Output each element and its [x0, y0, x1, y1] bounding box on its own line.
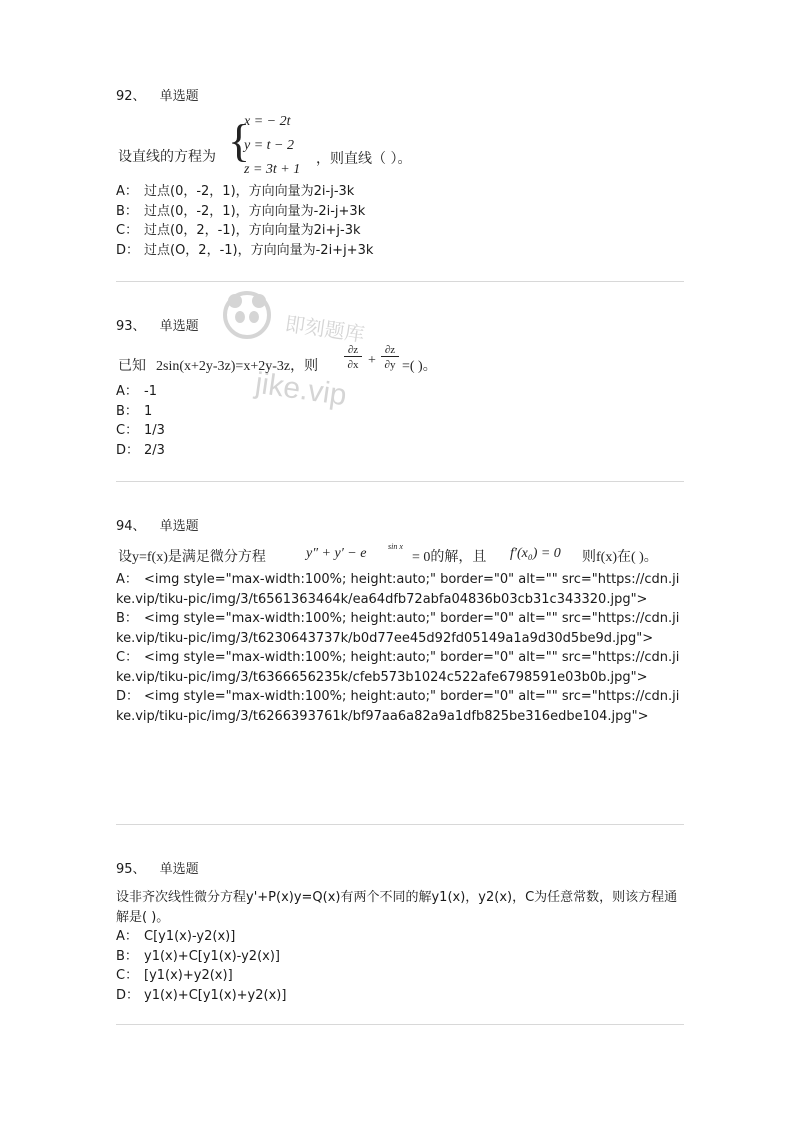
equation-line: y = t − 2	[244, 138, 294, 153]
equation-line: x = − 2t	[244, 114, 291, 129]
option-text: y1(x)+C[y1(x)-y2(x)]	[144, 948, 280, 964]
option-key: A：	[116, 929, 138, 944]
option-key: C：	[116, 968, 139, 983]
option-d[interactable]	[116, 687, 686, 726]
option-key: B：	[116, 403, 138, 419]
option-text: 1/3	[144, 423, 165, 438]
divider	[116, 481, 684, 482]
question-stem: 设非齐次线性微分方程y'+P(x)y=Q(x)有两个不同的解y1(x)，y2(x)，C为任意常数，则该方程通解是( )。	[116, 890, 678, 925]
options-94	[116, 570, 686, 726]
fraction-numerator: ∂z	[344, 344, 362, 357]
option-c[interactable]	[116, 966, 686, 986]
fraction-denominator: ∂y	[384, 359, 396, 371]
question-type: 单选题	[159, 519, 199, 534]
question-number: 92	[116, 89, 133, 104]
stem-equation: 2sin(x+2y-3z)=x+2y-3z，则	[156, 359, 319, 374]
option-b[interactable]	[116, 947, 686, 967]
option-text: [y1(x)+y2(x)]	[144, 968, 233, 983]
options-92	[116, 182, 686, 260]
question-95	[116, 861, 686, 1005]
option-text: 1	[144, 403, 153, 419]
option-text: <img style="max-width:100%; height:auto;" border="0" alt="" src="https://cdn.jike.vip/tiku-pic/img/3/t6266393761k/bf97aa6a82a9a1dfb825be316edbe104.jpg">	[116, 689, 680, 724]
question-header	[116, 318, 686, 336]
option-d[interactable]	[116, 441, 686, 461]
question-header	[116, 88, 686, 106]
number-separator: 、	[132, 319, 146, 334]
option-c[interactable]	[116, 221, 686, 241]
option-key: D：	[116, 689, 140, 704]
stem-superscript: sin x	[388, 542, 403, 551]
option-key: C：	[116, 423, 139, 438]
question-header	[116, 518, 686, 536]
question-92	[116, 88, 686, 106]
option-c[interactable]	[116, 421, 686, 441]
divider	[116, 824, 684, 825]
option-key: B：	[116, 948, 138, 964]
stem-text: 则f(x)在( )。	[582, 550, 658, 565]
divider	[116, 1024, 684, 1025]
brace-icon: {	[228, 115, 251, 166]
option-text: 过点(0，2，-1)，方向向量为2i+j-3k	[144, 223, 361, 238]
option-key: B：	[116, 611, 138, 626]
question-number: 94	[116, 519, 133, 534]
question-92-stem	[118, 112, 438, 182]
option-key: B：	[116, 203, 138, 219]
question-type: 单选题	[159, 319, 199, 334]
option-key: C：	[116, 223, 139, 238]
question-number: 93	[116, 319, 133, 334]
stem-text: 设y=f(x)是满足微分方程	[118, 550, 266, 565]
option-key: A：	[116, 572, 138, 587]
plus-sign: +	[368, 353, 376, 368]
option-b[interactable]	[116, 402, 686, 422]
number-separator: 、	[132, 862, 146, 877]
option-a[interactable]	[116, 382, 686, 402]
question-type: 单选题	[159, 89, 199, 104]
stem-text: ，则直线（ ）。	[316, 151, 412, 167]
option-a[interactable]	[116, 570, 686, 609]
option-text: 过点(O，2，-1)，方向向量为-2i+j+3k	[144, 242, 374, 258]
question-header	[116, 861, 686, 879]
question-94	[116, 518, 686, 536]
watermark-text: 即刻题库	[283, 311, 367, 347]
stem-equation: f′(x₀) = 0	[510, 546, 561, 561]
option-d[interactable]	[116, 241, 686, 261]
stem-text: 设直线的方程为	[118, 149, 216, 165]
question-94-stem	[118, 544, 678, 568]
option-text: 2/3	[144, 442, 165, 458]
stem-text: = 0的解，且	[412, 550, 487, 565]
fraction-denominator: ∂x	[347, 359, 359, 371]
option-key: A：	[116, 384, 138, 399]
fraction-numerator: ∂z	[381, 344, 399, 357]
option-key: A：	[116, 184, 138, 199]
watermark-domain: jike.vip	[253, 366, 349, 413]
option-key: D：	[116, 987, 140, 1003]
option-text: 过点(0，-2，1)，方向向量为-2i-j+3k	[144, 203, 366, 219]
option-text: <img style="max-width:100%; height:auto;" border="0" alt="" src="https://cdn.jike.vip/tiku-pic/img/3/t6366656235k/cfeb573b1024c522afe6798591e03b0b.jpg">	[116, 650, 680, 685]
stem-text: 已知	[118, 358, 146, 374]
options-93	[116, 382, 686, 460]
option-a[interactable]	[116, 182, 686, 202]
divider	[116, 281, 684, 282]
option-text: <img style="max-width:100%; height:auto;" border="0" alt="" src="https://cdn.jike.vip/tiku-pic/img/3/t6561363464k/ea64dfb72abfa04836b03cb31c343320.jpg">	[116, 572, 680, 607]
number-separator: 、	[132, 89, 146, 104]
stem-equation: y″ + y′ − e	[306, 546, 367, 561]
option-text: C[y1(x)-y2(x)]	[144, 929, 236, 944]
option-a[interactable]	[116, 927, 686, 947]
question-type: 单选题	[159, 862, 199, 877]
question-number: 95	[116, 862, 133, 877]
number-separator: 、	[132, 519, 146, 534]
option-text: <img style="max-width:100%; height:auto;" border="0" alt="" src="https://cdn.jike.vip/tiku-pic/img/3/t6230643737k/b0d77ee45d92fd05149a1a9d30d5be9d.jpg">	[116, 611, 680, 646]
option-c[interactable]	[116, 648, 686, 687]
option-b[interactable]	[116, 609, 686, 648]
option-key: D：	[116, 242, 140, 258]
stem-text: =( )。	[402, 359, 437, 374]
option-b[interactable]	[116, 202, 686, 222]
option-text: -1	[144, 384, 157, 399]
option-text: 过点(0，-2，1)，方向向量为2i-j-3k	[144, 184, 355, 199]
option-key: C：	[116, 650, 139, 665]
option-d[interactable]	[116, 986, 686, 1006]
equation-line: z = 3t + 1	[244, 162, 301, 177]
option-key: D：	[116, 442, 140, 458]
question-93	[116, 318, 686, 336]
option-text: y1(x)+C[y1(x)+y2(x)]	[144, 987, 287, 1003]
question-93-stem	[118, 344, 458, 380]
